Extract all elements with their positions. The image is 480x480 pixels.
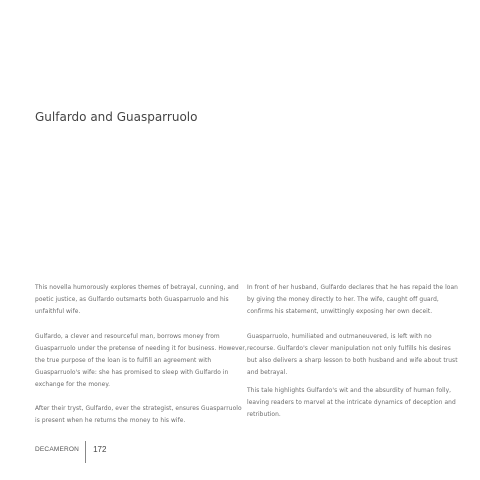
page-title: Gulfardo and Guasparruolo bbox=[35, 110, 198, 124]
running-book-title: DECAMERON bbox=[35, 446, 80, 453]
paragraph: This tale highlights Gulfardo's wit and the absurdity of human folly, leaving readers to marvel at the intricate dynamics of deception and retribution. bbox=[247, 387, 456, 418]
footer-divider bbox=[85, 441, 86, 463]
page-footer bbox=[35, 441, 106, 465]
paragraph: Guasparruolo, humiliated and outmaneuvered, is left with no recourse. Gulfardo's clever manipulation not only fulfills his desires but also delivers a sharp lesson to both husband and wife about trust and betrayal. bbox=[247, 333, 458, 376]
text-column-left bbox=[35, 282, 247, 440]
paragraph: After their tryst, Gulfardo, ever the strategist, ensures Guasparruolo is present when he returns the money to his wife. bbox=[35, 406, 242, 424]
paragraph: This novella humorously explores themes of betrayal, cunning, and poetic justice, as Gulfardo outsmarts both Guasparruolo and his unfaithful wife. bbox=[35, 285, 239, 315]
paragraph: Gulfardo, a clever and resourceful man, borrows money from Guasparruolo under the pretense of needing it for business. However, the true purpose of the loan is to fulfill an agreement with Guasparruolo's wife: she has promised to sleep with Gulfardo in exchange for the money. bbox=[35, 333, 247, 388]
page-number: 172 bbox=[93, 445, 107, 454]
paragraph: In front of her husband, Gulfardo declares that he has repaid the loan by giving the money directly to her. The wife, caught off guard, confirms his statement, unwittingly exposing her own deceit. bbox=[247, 285, 458, 315]
text-column-right bbox=[247, 282, 459, 433]
